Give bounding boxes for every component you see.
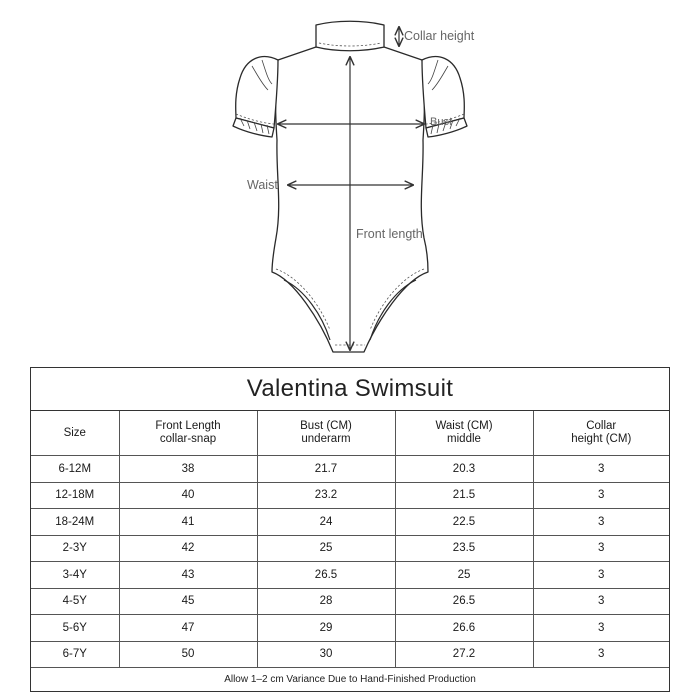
column-header [31,411,119,456]
collar-height-label: Collar height [404,29,475,43]
table-cell: 27.2 [395,641,533,668]
column-header-line1: Collar [586,420,617,432]
table-row [31,562,669,589]
bust-label: Bust [430,116,453,128]
table-cell: 2-3Y [31,535,119,562]
table-row [31,482,669,509]
column-header-line2: height (CM) [571,433,632,445]
table-cell: 22.5 [395,509,533,536]
table-cell: 25 [257,535,395,562]
table-cell: 20.3 [395,456,533,483]
chart-title: Valentina Swimsuit [31,368,669,411]
size-table [31,411,669,668]
table-cell: 3 [533,588,669,615]
column-header [395,411,533,456]
column-header-line2: underarm [301,433,351,445]
table-cell: 3 [533,535,669,562]
table-cell: 3 [533,562,669,589]
column-header-line1: Waist (CM) [435,420,493,432]
table-cell: 12-18M [31,482,119,509]
table-cell: 24 [257,509,395,536]
table-cell: 30 [257,641,395,668]
table-row [31,456,669,483]
table-cell: 47 [119,615,257,642]
column-header-line1: Size [63,426,86,439]
table-cell: 18-24M [31,509,119,536]
table-cell: 4-5Y [31,588,119,615]
table-cell: 43 [119,562,257,589]
table-row [31,535,669,562]
table-row [31,509,669,536]
size-chart [30,367,670,692]
table-body [31,456,669,668]
table-cell: 45 [119,588,257,615]
table-cell: 40 [119,482,257,509]
table-row [31,641,669,668]
table-row [31,615,669,642]
table-header-row [31,411,669,456]
front-length-label: Front length [356,227,423,241]
table-cell: 6-7Y [31,641,119,668]
column-header-line1: Bust (CM) [300,420,352,432]
table-cell: 3 [533,615,669,642]
table-cell: 26.6 [395,615,533,642]
column-header-line2: collar-snap [159,433,217,445]
table-cell: 21.7 [257,456,395,483]
table-cell: 41 [119,509,257,536]
waist-label: Waist [247,178,278,192]
column-header-line2: middle [447,433,481,445]
table-cell: 23.2 [257,482,395,509]
table-cell: 3 [533,641,669,668]
table-cell: 25 [395,562,533,589]
table-cell: 42 [119,535,257,562]
table-cell: 3-4Y [31,562,119,589]
table-cell: 21.5 [395,482,533,509]
column-header [257,411,395,456]
table-cell: 38 [119,456,257,483]
table-cell: 23.5 [395,535,533,562]
column-header-line1: Front Length [155,420,221,432]
table-cell: 3 [533,456,669,483]
table-cell: 26.5 [257,562,395,589]
table-cell: 3 [533,509,669,536]
table-cell: 3 [533,482,669,509]
table-row [31,588,669,615]
table-cell: 50 [119,641,257,668]
column-header [533,411,669,456]
variance-note: Allow 1–2 cm Variance Due to Hand-Finished Production [224,674,476,685]
table-cell: 6-12M [31,456,119,483]
column-header [119,411,257,456]
table-cell: 28 [257,588,395,615]
table-cell: 26.5 [395,588,533,615]
table-cell: 5-6Y [31,615,119,642]
table-cell: 29 [257,615,395,642]
